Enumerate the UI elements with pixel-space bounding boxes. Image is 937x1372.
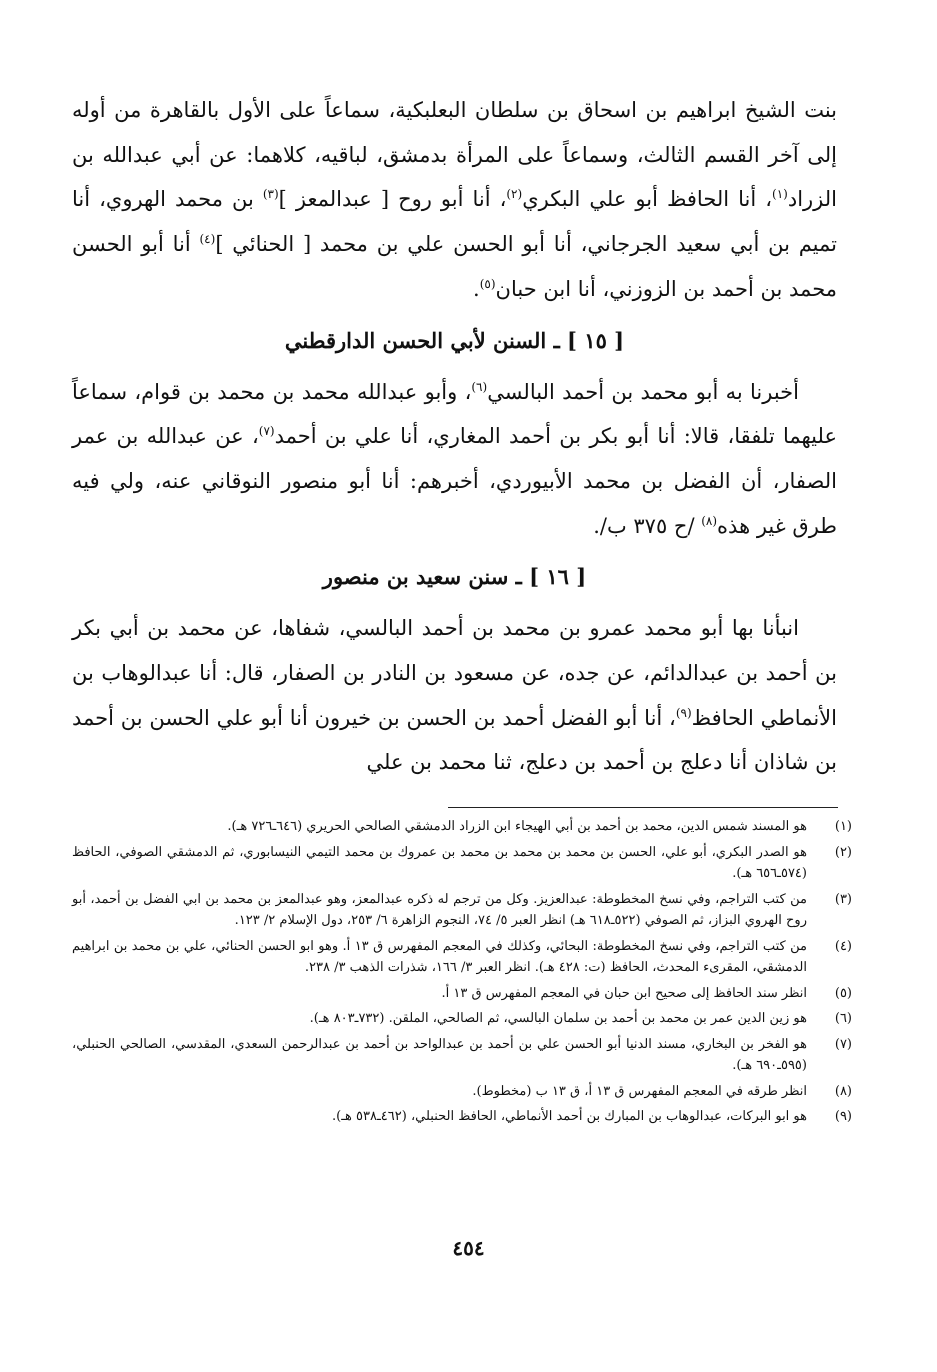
footnote-ref: (١)	[772, 187, 788, 202]
footnote-ref: (٨)	[701, 513, 718, 528]
main-text	[72, 88, 837, 785]
footnote-text: من كتب التراجم، وفي نسخ المخطوطة: البحائي، وكذلك في المعجم المفهرس ق ١٣ أ. وهو ابو الحسن الحنائي، علي بن محمد بن ابراهيم الدمشقي، المقرىء المحدث، الحافظ (ت: ٤٢٨ هـ). انظر العبر ٣/ ١٦٦، شذرات الذهب ٣/ ٢٣٨.	[72, 938, 807, 975]
footnote-number: (٣)	[834, 891, 852, 907]
footnote-divider	[448, 807, 838, 808]
footnotes	[72, 816, 852, 1132]
footnote-ref: (٦)	[471, 379, 488, 394]
footnote-number: (٥)	[834, 985, 852, 1001]
footnote-text: هو الصدر البكري، أبو علي، الحسن بن محمد بن محمد بن محمد بن عمروك بن محمد التيمي النيسابوري، ثم الدمشقي الصوفي، الحافظ (٥٧٤ـ٦٥٦ هـ).	[72, 844, 807, 881]
footnote-text: انظر سند الحافظ إلى صحيح ابن حبان في المعجم المفهرس ق ١٣ أ.	[441, 985, 807, 1001]
footnote-text: هو ابو البركات، عبدالوهاب بن المبارك بن أحمد الأنماطي، الحافظ الحنبلي، (٤٦٢ـ٥٣٨ هـ).	[332, 1109, 807, 1124]
footnote	[72, 889, 852, 932]
footnote-number: (٧)	[834, 1036, 852, 1052]
footnote	[72, 842, 852, 885]
footnote-number: (٦)	[834, 1011, 852, 1026]
footnote	[72, 983, 852, 1005]
footnote-text: هو الفخر بن البخاري، مسند الدنيا أبو الحسن علي بن أحمد بن عبدالواحد بن أحمد بن عبدالرحمن السعدي، المقدسي، الصالحي الحنبلي، (٥٩٥ـ٦٩٠ هـ).	[72, 1036, 807, 1073]
paragraph-2: أخبرنا به أبو محمد بن أحمد البالسي$^{(٦)}$، وأبو عبدالله محمد بن محمد بن قوام، سماعاً عليهما تلفقا، قالا: أنا أبو بكر بن أحمد المغاري، أنا علي بن أحمد$^{(٧)}$، عن عبدالله بن عمر الصفار، أن الفضل بن محمد الأبيوردي، أخبرهم: أنا أبو منصور النوقاني عنه، ولي فيه طرق غير هذه$^{(٨)}$ /ح ٣٧٥ ب/.	[72, 379, 837, 538]
footnote	[72, 1081, 852, 1103]
footnote-ref: (٩)	[675, 705, 692, 720]
footnote	[72, 936, 852, 979]
page-number: ٤٥٤	[452, 1236, 485, 1260]
footnote-text: انظر طرقه في المعجم المفهرس ق ١٣ أ، ق ١٣ ب (مخطوط).	[472, 1083, 807, 1099]
footnote-ref: (٣)	[262, 187, 279, 202]
footnote-text: من كتب التراجم، وفي نسخ المخطوطة: عبدالعزيز. وكل من ترجم له ذكره عبدالمعز، وهو عبدالمعز بن محمد بن ابي الفضل بن أحمد، أبو روح الهروي البزاز، ثم الصوفي (٥٢٢ـ٦١٨ هـ) انظر العبر ٥/ ٧٤، النجوم الزاهرة ٦/ ٢٥٣، دول الإسلام ٢/ ١٢٣.	[72, 891, 807, 928]
paragraph-1: بنت الشيخ ابراهيم بن اسحاق بن سلطان البعلبكية، سماعاً على الأول بالقاهرة من أوله إلى آخر القسم الثالث، وسماعاً على المرأة بدمشق، لباقيه، كلاهما: عن أبي عبدالله بن الزراد$^{(١)}$، أنا الحافظ أبو علي البكري$^{(٢)}$، أنا أبو روح [ عبدالمعز ]$^{(٣)}$ بن محمد الهروي، أنا تميم بن أبي سعيد الجرجاني، أنا أبو الحسن علي بن محمد [ الحنائي ]$^{(٤)}$ أنا أبو الحسن محمد بن أحمد بن الزوزني، أنا ابن حبان$^{(٥)}$.	[72, 98, 837, 301]
footnote-number: (٤)	[834, 938, 852, 954]
footnote-number: (٨)	[834, 1083, 852, 1099]
footnote-ref: (٥)	[479, 276, 496, 291]
footnote-text: هو المسند شمس الدين، محمد بن أحمد بن أبي الهيجاء ابن الزراد الدمشقي الصالحي الحريري (٦٤٦ـ٧٢٦ هـ).	[227, 819, 807, 834]
footnote	[72, 816, 852, 838]
section-heading-16: [ ١٦ ] ـ سنن سعيد بن منصور	[322, 564, 587, 590]
footnote	[72, 1034, 852, 1077]
footnote-number: (٢)	[834, 844, 852, 860]
section-heading-15: [ ١٥ ] ـ السنن لأبي الحسن الدارقطني	[284, 327, 625, 353]
footnote-number: (١)	[834, 819, 852, 834]
paragraph-3: انبأنا بها أبو محمد عمرو بن محمد بن أحمد البالسي، شفاها، عن محمد بن أبي بكر بن أحمد بن عبدالدائم، عن جده، عن مسعود بن النادر بن الصفار، قال: أنا عبدالوهاب بن الأنماطي الحافظ$^{(٩)}$، أنا أبو الفضل أحمد بن الحسن بن خيرون أنا أبو علي الحسن بن أحمد بن شاذان أنا دعلج بن أحمد بن دعلج، ثنا محمد بن علي	[72, 616, 837, 775]
footnote-ref: (٢)	[506, 187, 523, 202]
footnote-ref: (٤)	[199, 232, 216, 247]
footnote-number: (٩)	[834, 1109, 852, 1124]
footnote-ref: (٧)	[258, 424, 275, 439]
footnote	[72, 1106, 852, 1128]
footnote-text: هو زين الدين عمر بن محمد بن أحمد بن سلمان البالسي، ثم الصالحي، الملقن. (٧٣٢ـ٨٠٣ هـ).	[309, 1011, 807, 1026]
footnote	[72, 1008, 852, 1030]
